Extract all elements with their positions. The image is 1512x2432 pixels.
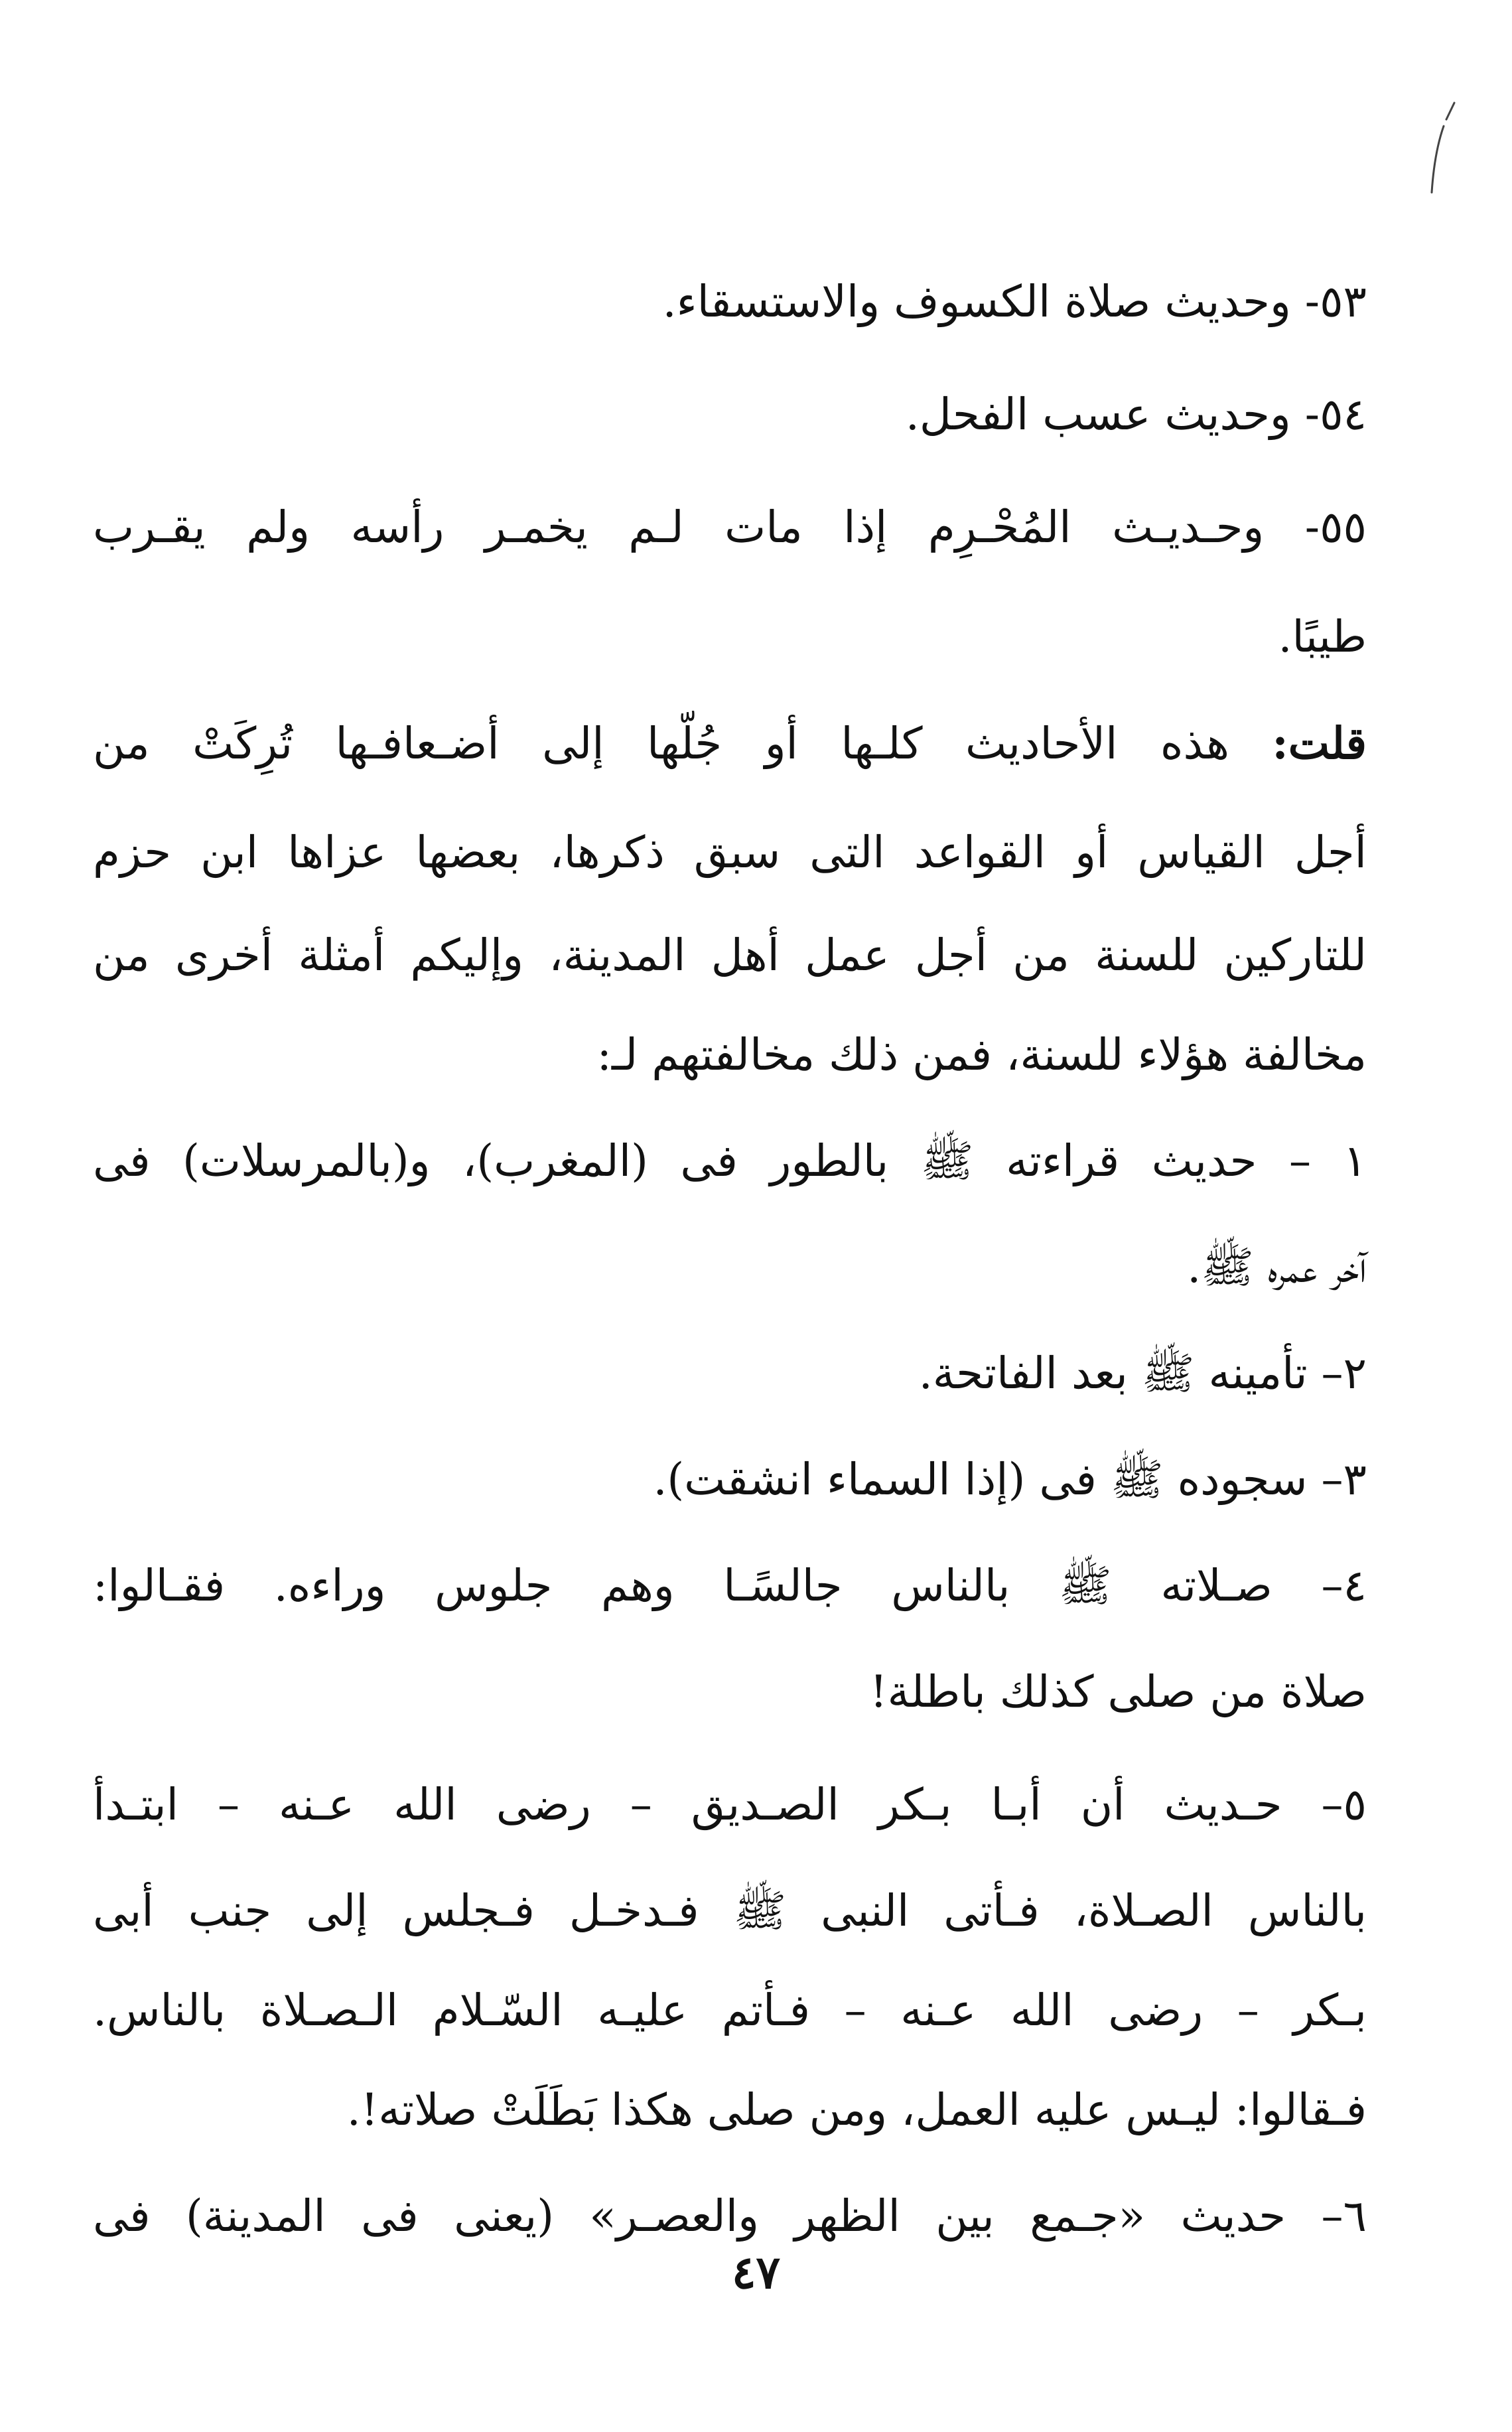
item-1: ١ – حديث قراءته ﷺ بالطور فى (المغرب)، و(بالمرسلات) فى <box>93 1135 1367 1186</box>
page-number: ٤٧ <box>731 2246 781 2299</box>
qult-label: قلت: <box>1272 717 1367 769</box>
item-4: ٤– صـلاته ﷺ بالناس جالسًـا وهم جلوس وراءه. فقـالوا: <box>93 1560 1367 1611</box>
line-53: ٥٣- وحديث صلاة الكسوف والاستسقاء. <box>662 276 1367 327</box>
line-54: ٥٤- وحديث عسب الفحل. <box>905 389 1367 440</box>
item-6: ٦– حديث «جـمع بين الظهر والعصـر» (يعنى فى المدينة) فى <box>93 2190 1367 2242</box>
line-55-cont: طيبًا. <box>1278 611 1367 662</box>
item-5-line-3: بـكر – رضى الله عـنه – فـأتم عليـه السّـلام الـصـلاة بالناس. <box>93 1985 1367 2036</box>
line-55: ٥٥- وحـديـث المُحْـرِم إذا مات لـم يخمـر رأسه ولم يقـرب <box>93 502 1367 553</box>
para-line-3: للتاركين للسنة من أجل عمل أهل المدينة، وإليكم أمثلة أخرى من <box>93 930 1367 981</box>
pencil-mark <box>1420 100 1460 199</box>
item-3: ٣– سجوده ﷺ فى (إذا السماء انشقت). <box>653 1454 1367 1505</box>
item-1-cont: آخر عمره ﷺ. <box>1187 1242 1367 1293</box>
qult-text: هذه الأحاديث كلـها أو جُلّها إلى أضـعافـها تُرِكَتْ من <box>93 718 1229 769</box>
item-5-line-2: بالناس الصـلاة، فـأتى النبى ﷺ فـدخـل فـجلس إلى جنب أبى <box>93 1885 1367 1936</box>
item-4-cont: صلاة من صلى كذلك باطلة! <box>870 1666 1367 1717</box>
item-5-line-4: فـقالوا: ليـس عليه العمل، ومن صلى هكذا بَطَلَتْ صلاته!. <box>346 2084 1367 2135</box>
item-5: ٥– حـديث أن أبـا بـكر الصـديق – رضى الله عـنه – ابتـدأ <box>93 1779 1367 1830</box>
para-line-4: مخالفة هؤلاء للسنة، فمن ذلك مخالفتهم لـ: <box>596 1029 1367 1080</box>
para-line-2: أجل القياس أو القواعد التى سبق ذكرها، بعضها عزاها ابن حزم <box>93 827 1367 878</box>
item-2: ٢– تأمينه ﷺ بعد الفاتحة. <box>918 1348 1367 1399</box>
line-qult <box>93 690 1367 797</box>
